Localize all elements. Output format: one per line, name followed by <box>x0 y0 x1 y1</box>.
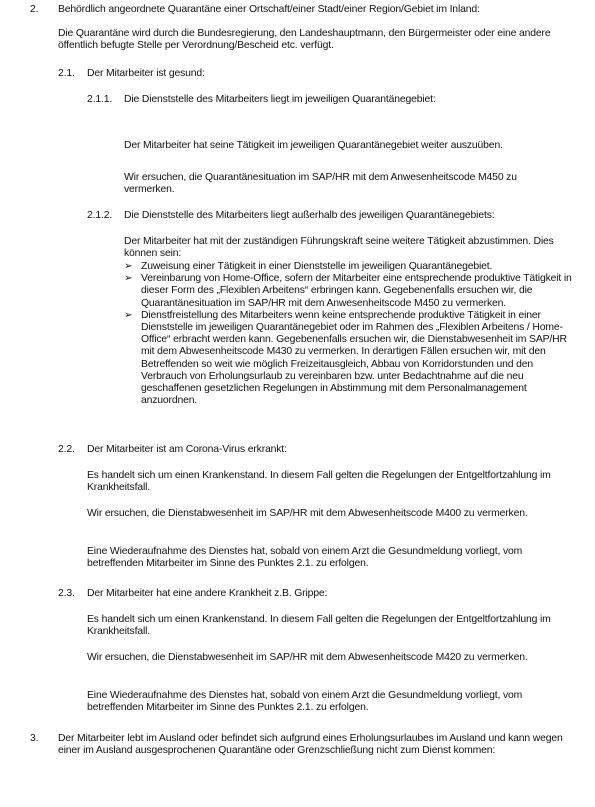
bullet-text: Zuweisung einer Tätigkeit in einer Dienststelle im jeweiligen Quarantänegebiet. <box>141 261 493 272</box>
section-2-2-paragraph-1: Es handelt sich um einen Krankenstand. In diesem Fall gelten die Regelungen der Entgeltfortzahlung im Krankheitsfall. <box>87 470 551 494</box>
list-item <box>124 310 576 408</box>
section-2-3-heading: Der Mitarbeiter hat eine andere Krankheit z.B. Grippe: <box>87 588 328 599</box>
list-item <box>124 273 576 310</box>
section-2-2-paragraph-2: Wir ersuchen, die Dienstabwesenheit im SAP/HR mit dem Abwesenheitscode M400 zu vermerken. <box>87 508 528 519</box>
section-3-number: 3. <box>30 733 39 744</box>
section-2-number: 2. <box>30 4 39 15</box>
section-2-2-heading: Der Mitarbeiter ist am Corona-Virus erkrankt: <box>87 444 287 455</box>
list-item <box>124 261 576 273</box>
section-2-1-1-paragraph-1: Der Mitarbeiter hat seine Tätigkeit im jeweiligen Quarantänegebiet weiter auszuüben. <box>124 140 503 151</box>
section-2-intro: Die Quarantäne wird durch die Bundesregierung, den Landeshauptmann, den Bürgermeister oder eine andere öffentlich befugte Stelle per Verordnung/Bescheid etc. verfügt. <box>58 28 551 52</box>
section-2-heading: Behördlich angeordnete Quarantäne einer Ortschaft/einer Stadt/einer Region/Gebiet im Inland: <box>58 4 480 15</box>
section-2-3-paragraph-3: Eine Wiederaufnahme des Dienstes hat, sobald von einem Arzt die Gesundmeldung vorliegt, vom betreffenden Mitarbeiter im Sinne des Punktes 2.1. zu erfolgen. <box>87 690 523 714</box>
section-3-heading: Der Mitarbeiter lebt im Ausland oder befindet sich aufgrund eines Erholungsurlaubes im Ausland und kann wegen einer im Ausland ausgesprochenen Quarantäne oder Grenzschließung nicht zum Dienst kommen: <box>58 733 563 757</box>
section-2-1-heading: Der Mitarbeiter ist gesund: <box>87 68 205 79</box>
section-2-1-2-number: 2.1.2. <box>87 210 113 221</box>
section-2-3-paragraph-1: Es handelt sich um einen Krankenstand. In diesem Fall gelten die Regelungen der Entgeltfortzahlung im Krankheitsfall. <box>87 614 551 638</box>
section-2-1-2-heading: Die Dienststelle des Mitarbeiters liegt außerhalb des jeweiligen Quarantänegebiets: <box>124 210 495 221</box>
section-2-1-number: 2.1. <box>58 68 75 79</box>
section-2-1-1-number: 2.1.1. <box>87 94 113 105</box>
arrow-bullet-icon: ➢ <box>124 261 133 272</box>
section-2-3-number: 2.3. <box>58 588 75 599</box>
section-2-1-2-bullet-list <box>124 261 576 407</box>
bullet-text: Vereinbarung von Home-Office, sofern der Mitarbeiter eine entsprechende produktive Tätigkeit in dieser Form des „Flexiblen Arbeitens“ erbringen kann. Gegebenenfalls ersuchen wir, die Quarantänesituation im SAP/HR mit dem Anwesenheitscode M450 zu vermerken. <box>141 273 572 309</box>
section-2-1-1-heading: Die Dienststelle des Mitarbeiters liegt im jeweiligen Quarantänegebiet: <box>124 94 436 105</box>
arrow-bullet-icon: ➢ <box>124 309 133 321</box>
arrow-bullet-icon: ➢ <box>124 273 133 285</box>
section-2-1-2-intro: Der Mitarbeiter hat mit der zuständigen Führungskraft seine weitere Tätigkeit abzustimmen. Dies können sein: <box>124 236 554 260</box>
section-2-1-1-paragraph-2: Wir ersuchen, die Quarantänesituation im SAP/HR mit dem Anwesenheitscode M450 zu vermerken. <box>124 172 517 196</box>
bullet-text: Dienstfreistellung des Mitarbeiters wenn keine entsprechende produktive Tätigkeit in einer Dienststelle im jeweiligen Quarantänegebiet oder im Rahmen des „Flexiblen Arbeitens / Home-Office“ erbracht werden kann. Gegebenenfalls ersuchen wir, die Dienstabwesenheit im SAP/HR mit dem Abwesenheitscode M430 zu vermerken. In derartigen Fällen ersuchen wir, mit den Betreffenden so weit wie möglich Freizeitausgleich, Abbau von Korridorstunden und den Verbrauch von Erholungsurlaub zu vereinbaren bzw. unter Bedachtnahme auf die neu geschaffenen gesetzlichen Regelungen in Abstimmung mit dem Personalmanagement anzuordnen. <box>141 309 567 407</box>
section-2-2-paragraph-3: Eine Wiederaufnahme des Dienstes hat, sobald von einem Arzt die Gesundmeldung vorliegt, vom betreffenden Mitarbeiter im Sinne des Punktes 2.1. zu erfolgen. <box>87 546 523 570</box>
section-2-2-number: 2.2. <box>58 444 75 455</box>
section-2-3-paragraph-2: Wir ersuchen, die Dienstabwesenheit im SAP/HR mit dem Abwesenheitscode M420 zu vermerken. <box>87 652 528 663</box>
